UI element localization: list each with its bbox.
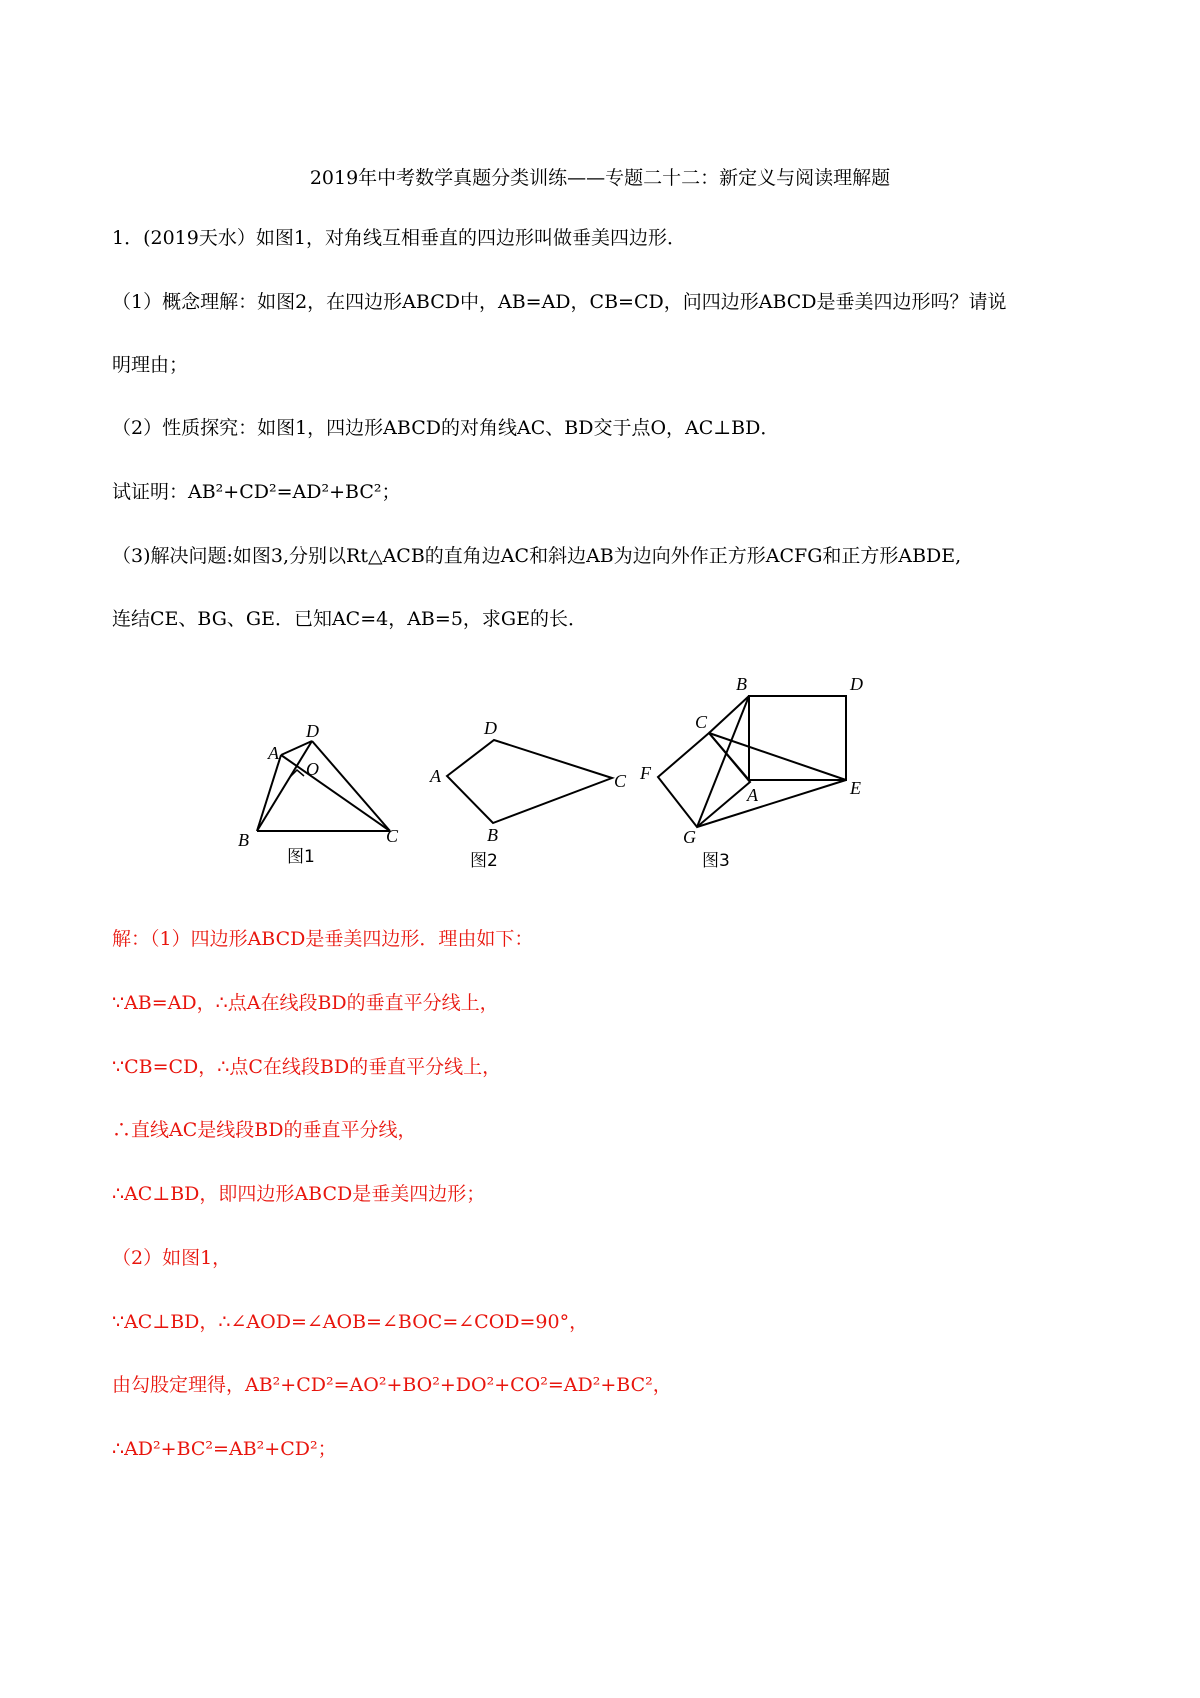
solution-line-9: ∴AD²+BC²=AB²+CD²；: [112, 1438, 337, 1460]
fig3-label-g: G: [683, 827, 696, 847]
fig2-caption: 图2: [470, 851, 498, 871]
fig3-label-e: E: [850, 778, 861, 798]
fig3-label-b: B: [736, 674, 747, 694]
fig1-label-d: D: [306, 721, 319, 741]
figures-svg: [238, 655, 970, 890]
fig2-quadrilateral: [447, 740, 612, 823]
fig2-label-d: D: [484, 718, 497, 738]
fig3-label-c: C: [695, 712, 708, 732]
figure-3: [658, 696, 846, 827]
fig3-edge-bc: [709, 696, 749, 733]
question-1-line-2: 明理由；: [112, 354, 189, 376]
fig1-edge-dc: [312, 741, 390, 831]
fig2-label-c: C: [614, 771, 627, 791]
fig3-square-abde: [749, 696, 846, 780]
fig1-edge-ba: [257, 755, 281, 831]
solution-line-4: ∴直线AC是线段BD的垂直平分线，: [112, 1119, 417, 1141]
solution-line-7: ∵AC⊥BD，∴∠AOD=∠AOB=∠BOC=∠COD=90°，: [112, 1311, 589, 1333]
fig3-caption: 图3: [702, 851, 730, 871]
question-3-line-2: 连结CE、BG、GE．已知AC=4，AB=5，求GE的长．: [112, 608, 587, 630]
fig1-label-o: O: [306, 759, 319, 779]
fig2-label-b: B: [487, 825, 498, 845]
solution-line-1: 解：（1）四边形ABCD是垂美四边形．理由如下：: [112, 928, 534, 950]
fig1-caption: 图1: [287, 847, 315, 867]
solution-line-2: ∵AB=AD，∴点A在线段BD的垂直平分线上，: [112, 992, 499, 1014]
fig2-label-a: A: [430, 766, 441, 786]
fig1-label-a: A: [268, 743, 279, 763]
question-1-line-1: （1）概念理解：如图2，在四边形ABCD中，AB=AD，CB=CD，问四边形ABCD是垂美四边形吗？请说: [112, 291, 1007, 313]
question-3-line-1: （3)解决问题:如图3,分别以Rt△ACB的直角边AC和斜边AB为边向外作正方形ACFG和正方形ABDE,: [112, 545, 962, 567]
fig1-label-c: C: [386, 826, 399, 846]
solution-line-5: ∴AC⊥BD，即四边形ABCD是垂美四边形；: [112, 1183, 486, 1205]
solution-line-6: （2）如图1，: [112, 1247, 232, 1269]
question-2-line-2: 试证明：AB²+CD²=AD²+BC²；: [112, 481, 401, 503]
question-2-line-1: （2）性质探究：如图1，四边形ABCD的对角线AC、BD交于点O，AC⊥BD．: [112, 417, 780, 439]
solution-line-3: ∵CB=CD，∴点C在线段BD的垂直平分线上，: [112, 1056, 502, 1078]
figure-2: [447, 740, 612, 823]
fig3-label-a: A: [747, 785, 758, 805]
fig3-square-acfg: [658, 733, 750, 827]
page-title: 2019年中考数学真题分类训练——专题二十二：新定义与阅读理解题: [309, 167, 891, 189]
fig3-label-d: D: [850, 674, 863, 694]
problem-intro: 1．(2019天水）如图1，对角线互相垂直的四边形叫做垂美四边形．: [112, 227, 686, 249]
figures-area: [238, 655, 970, 890]
fig3-line-ge: [697, 780, 846, 827]
fig3-label-f: F: [640, 763, 651, 783]
fig1-label-b: B: [238, 830, 249, 850]
solution-line-8: 由勾股定理得，AB²+CD²=AO²+BO²+DO²+CO²=AD²+BC²，: [112, 1374, 672, 1396]
